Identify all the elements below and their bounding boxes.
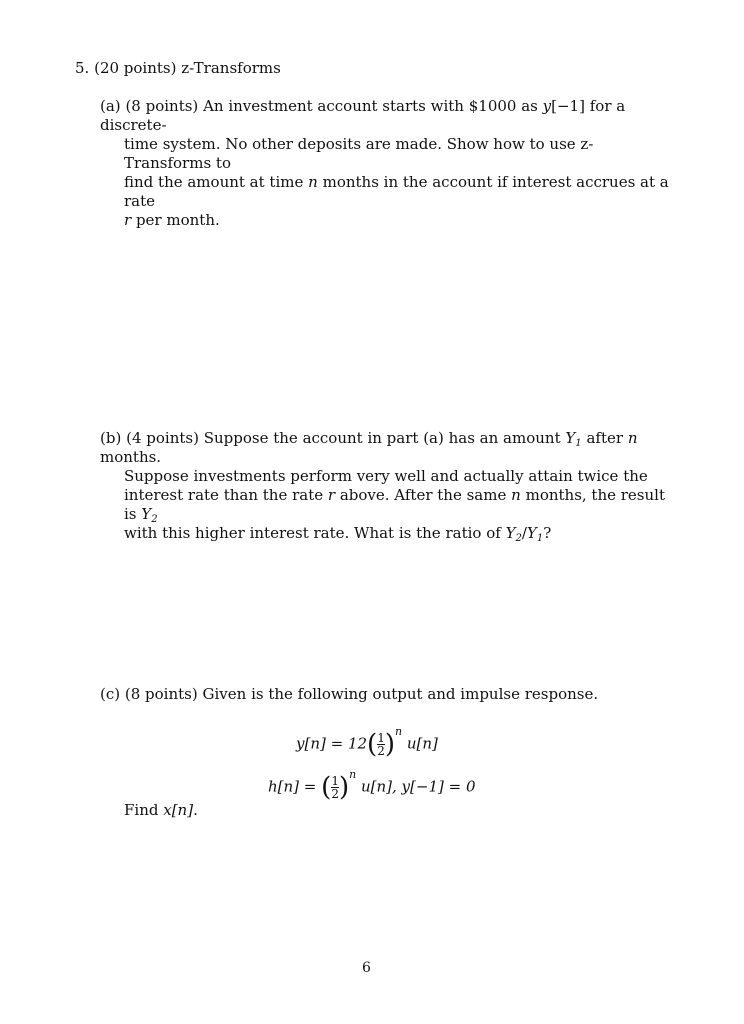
find-period: . <box>193 801 198 819</box>
part-a <box>100 97 670 230</box>
part-b-text: months, the result is <box>124 486 665 523</box>
math-var-r: r <box>327 486 336 504</box>
part-b-text: months. <box>100 448 162 466</box>
part-c-text: Given is the following output and impulse response. <box>202 685 599 703</box>
question-mark: ? <box>543 524 552 542</box>
part-a-text: An investment account starts with $1000 as <box>203 97 538 115</box>
part-b-text: interest rate than the rate <box>124 486 324 504</box>
part-a-line-1 <box>100 97 670 135</box>
problem-title: (20 points) z-Transforms <box>94 59 281 77</box>
part-b-line-3 <box>100 486 670 524</box>
part-b-text: after <box>586 429 624 447</box>
math-var-r: r <box>124 211 132 229</box>
part-a-text: months in the account if interest accrues at a rate <box>124 173 669 210</box>
part-a-line-3 <box>100 173 670 211</box>
math-var-y: y <box>542 97 552 115</box>
part-b-text: with this higher interest rate. What is the ratio of <box>124 524 501 542</box>
equation-output: y[n] = 12( $\frac{1}{2}$ )$^n$ u[n] <box>296 724 438 760</box>
exponent-n: n <box>349 767 357 781</box>
part-a-text: for a discrete- <box>100 97 626 134</box>
part-c-points: (8 points) <box>124 685 198 703</box>
part-c-line-1 <box>100 685 670 704</box>
equation-rhs: u[n] <box>406 734 438 753</box>
math-var-n: n <box>308 173 318 191</box>
problem-heading <box>75 59 281 77</box>
math-Y1: $Y_1$ <box>565 429 582 449</box>
equation-impulse-response: h[n] = ( $\frac{1}{2}$ )$^n$ u[n], y[−1] = 0 <box>268 767 476 803</box>
equation-lhs: h[n] = <box>268 777 317 796</box>
math-var-n: n <box>511 486 521 504</box>
part-c-label: (c) <box>100 685 121 703</box>
part-b-label: (b) <box>100 429 122 447</box>
part-c <box>100 685 670 704</box>
problem-number: 5. <box>75 59 90 77</box>
math-ratio: $Y_2/Y_1$ <box>505 524 544 544</box>
part-b-points: (4 points) <box>126 429 199 447</box>
find-text: Find <box>124 801 159 819</box>
math-var-n: n <box>627 429 638 447</box>
part-a-line-4 <box>100 211 670 230</box>
math-Y2: $Y_2$ <box>141 505 158 525</box>
part-b-line-1 <box>100 429 670 467</box>
part-b-text: above. After the same <box>339 486 507 504</box>
fraction-one-half: $\frac{1}{2}$ <box>331 774 339 801</box>
part-a-label: (a) <box>100 97 121 115</box>
exponent-n: n <box>394 724 403 738</box>
part-a-text: per month. <box>135 211 220 229</box>
part-b-line-2: Suppose investments perform very well and actually attain twice the <box>124 467 648 485</box>
math-x-n: x[n] <box>163 801 194 819</box>
part-a-text: find the amount at time <box>124 173 304 191</box>
part-b <box>100 429 670 543</box>
part-a-line-2: time system. No other deposits are made. Show how to use z-Transforms to <box>124 135 594 172</box>
math-index: [−1] <box>551 97 585 115</box>
part-b-text: Suppose the account in part (a) has an amount <box>203 429 561 447</box>
page-number: 6 <box>362 960 371 976</box>
part-a-points: (8 points) <box>125 97 199 115</box>
find-instruction <box>124 801 198 819</box>
equation-rhs: u[n], y[−1] = 0 <box>360 777 476 796</box>
equation-lhs: y[n] = 12 <box>296 734 368 753</box>
fraction-one-half: $\frac{1}{2}$ <box>377 731 385 758</box>
part-b-line-4 <box>100 524 670 543</box>
